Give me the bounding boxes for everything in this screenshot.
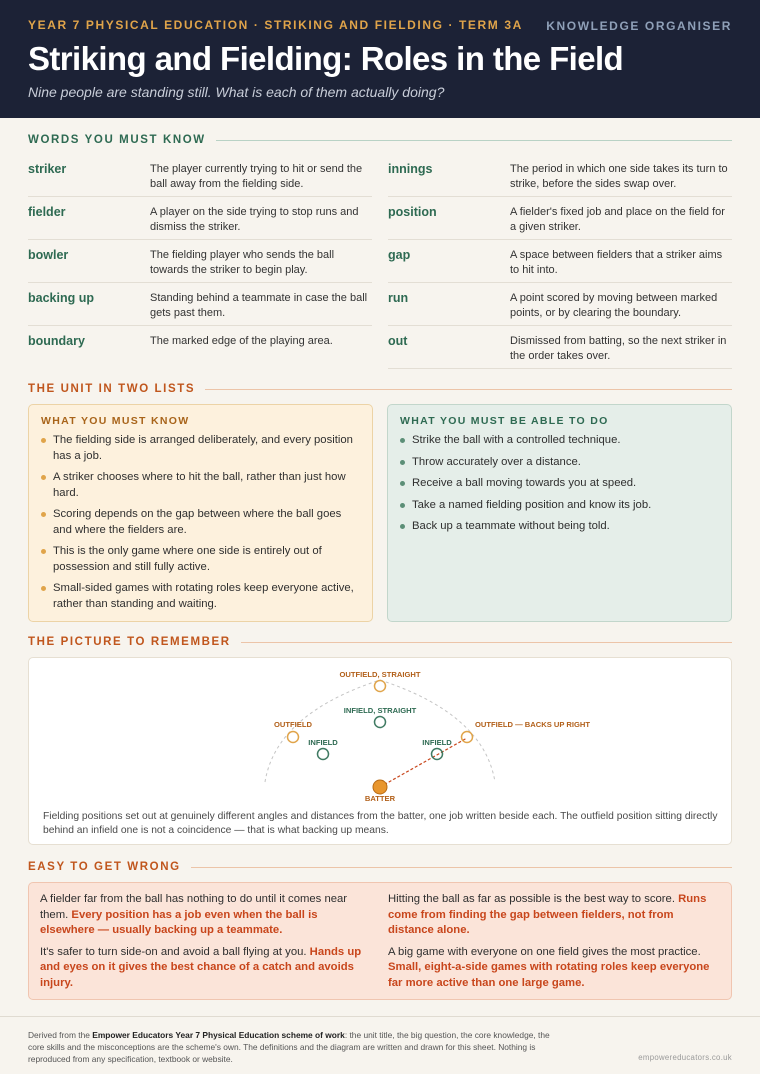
misconceptions-box xyxy=(28,882,732,1000)
picture-rule xyxy=(241,642,732,643)
misconception-item xyxy=(40,892,370,939)
infield-right-marker xyxy=(432,749,443,760)
infield-straight-marker xyxy=(375,717,386,728)
page-title: Striking and Fielding: Roles in the Field xyxy=(28,40,624,77)
glossary-row xyxy=(388,326,732,369)
footer xyxy=(0,1016,760,1074)
glossary-definition: The fielding player who sends the ball towards the striker to begin play. xyxy=(150,249,335,276)
glossary-row xyxy=(28,326,372,369)
misconception-claim: Hitting the ball as far as possible is the best way to score. xyxy=(388,893,675,905)
list-item: This is the only game where one side is entirely out of possession and still fully active. xyxy=(41,544,360,575)
unit-heading xyxy=(28,383,732,395)
list-item: The fielding side is arranged deliberately, and every position has a job. xyxy=(41,433,360,464)
footer-text xyxy=(28,1029,568,1065)
know-list xyxy=(41,433,360,612)
glossary-term: bowler xyxy=(28,248,69,262)
infield-right-label: INFIELD xyxy=(422,738,452,747)
glossary-definition: The period in which one side takes its turn to strike, before the sides swap over. xyxy=(510,163,728,190)
outfield-left-marker xyxy=(288,732,299,743)
glossary-definition: The marked edge of the playing area. xyxy=(150,335,333,347)
outfield-left-label: OUTFIELD xyxy=(274,720,312,729)
batter-marker xyxy=(373,780,387,794)
header-kicker: YEAR 7 PHYSICAL EDUCATION · STRIKING AND FIELDING · TERM 3A xyxy=(28,18,523,32)
header-label: KNOWLEDGE ORGANISER xyxy=(546,19,732,33)
list-item: Scoring depends on the gap between where the ball goes and where the fielders are. xyxy=(41,507,360,538)
list-item: Back up a teammate without being told. xyxy=(400,519,719,535)
fielding-diagram xyxy=(28,657,732,845)
picture-title: THE PICTURE TO REMEMBER xyxy=(28,636,231,648)
do-box xyxy=(387,404,732,622)
footer-source: Empower Educators Year 7 Physical Education scheme of work xyxy=(92,1030,345,1040)
list-item: A striker chooses where to hit the ball, rather than just how hard. xyxy=(41,470,360,501)
glossary-term: gap xyxy=(388,248,411,262)
glossary-term: boundary xyxy=(28,334,85,348)
glossary-row xyxy=(388,197,732,240)
wrong-rule xyxy=(191,867,732,868)
list-item: Receive a ball moving towards you at speed. xyxy=(400,476,719,492)
unit-title: THE UNIT IN TWO LISTS xyxy=(28,383,196,395)
glossary-term: position xyxy=(388,205,437,219)
picture-heading xyxy=(28,636,732,648)
glossary-definition: A space between fielders that a striker aims to hit into. xyxy=(510,249,723,276)
infield-left-label: INFIELD xyxy=(308,738,338,747)
glossary-definition: Dismissed from batting, so the next striker in the order takes over. xyxy=(510,335,727,362)
glossary-row xyxy=(28,240,372,283)
glossary-rule xyxy=(216,140,732,141)
glossary xyxy=(28,154,732,368)
list-item: Throw accurately over a distance. xyxy=(400,455,719,471)
misconception-item xyxy=(388,945,718,992)
glossary-term: striker xyxy=(28,162,67,176)
misconception-claim: A fielder far from the ball has nothing to do until it comes near them. xyxy=(40,893,348,921)
misconception-item xyxy=(40,945,370,992)
glossary-definition: Standing behind a teammate in case the ball gets past them. xyxy=(150,292,368,319)
know-box xyxy=(28,404,373,622)
misconception-fix: Every position has a job even when the ball is elsewhere — usually backing up a teammate. xyxy=(40,908,318,936)
misconception-fix: Small, eight-a-side games with rotating roles keep everyone far more active than one large game. xyxy=(388,961,710,989)
misconception-claim: A big game with everyone on one field gives the most practice. xyxy=(388,945,701,958)
glossary-term: run xyxy=(388,291,409,305)
glossary-term: out xyxy=(388,334,408,348)
glossary-row xyxy=(28,197,372,240)
do-title: WHAT YOU MUST BE ABLE TO DO xyxy=(400,415,609,427)
glossary-term: innings xyxy=(388,162,433,176)
glossary-row xyxy=(28,283,372,326)
footer-pre: Derived from the xyxy=(28,1030,93,1040)
misconceptions-right xyxy=(388,892,718,997)
misconception-claim: It's safer to turn side-on and avoid a ball flying at you. xyxy=(40,945,307,958)
outfield-right-label: OUTFIELD — BACKS UP RIGHT xyxy=(475,720,591,729)
misconception-fix: Hands up and eyes on it gives the best chance of a catch and avoids injury. xyxy=(40,945,362,989)
list-item: Small-sided games with rotating roles keep everyone active, rather than standing and waiting. xyxy=(41,581,360,612)
misconceptions-left xyxy=(40,892,370,997)
header xyxy=(0,0,760,118)
glossary-definition: A player on the side trying to stop runs and dismiss the striker. xyxy=(150,206,359,233)
diagram-caption: Fielding positions set out at genuinely different angles and distances from the batter, one job written beside each. The outfield position sitting directly behind an infield one is not a coincidence — that is what backing up means. xyxy=(43,811,718,836)
glossary-column-left xyxy=(28,154,372,369)
glossary-row xyxy=(28,154,372,197)
glossary-definition: The player currently trying to hit or send the ball away from the fielding side. xyxy=(150,163,363,190)
glossary-heading xyxy=(28,134,732,146)
glossary-definition: A fielder's fixed job and place on the field for a given striker. xyxy=(510,206,725,233)
misconception-fix: Runs come from finding the gap between fielders, not from distance alone. xyxy=(388,893,707,936)
wrong-title: EASY TO GET WRONG xyxy=(28,861,181,873)
glossary-column-right xyxy=(388,154,732,369)
list-item: Take a named fielding position and know its job. xyxy=(400,498,719,514)
glossary-row xyxy=(388,154,732,197)
glossary-term: backing up xyxy=(28,291,94,305)
footer-post: : the unit title, the big question, the core knowledge, the core skills and the misconceptions are the scheme's own. The definitions and the diagram are written and drawn for this sheet. Nothing is reproduced from any specification, textbook or website. xyxy=(28,1030,550,1064)
do-list xyxy=(400,433,719,535)
outfield-straight-label: OUTFIELD, STRAIGHT xyxy=(339,670,421,679)
infield-straight-label: INFIELD, STRAIGHT xyxy=(343,706,417,715)
footer-site: empowereducators.co.uk xyxy=(638,1053,732,1062)
infield-left-marker xyxy=(318,749,329,760)
outfield-right-marker xyxy=(462,732,473,743)
glossary-title: WORDS YOU MUST KNOW xyxy=(28,134,206,146)
unit-rule xyxy=(205,389,732,390)
glossary-term: fielder xyxy=(28,205,66,219)
glossary-definition: A point scored by moving between marked points, or by clearing the boundary. xyxy=(510,292,718,319)
boundary-arc xyxy=(265,680,495,782)
know-title: WHAT YOU MUST KNOW xyxy=(41,415,190,427)
glossary-row xyxy=(388,283,732,326)
list-item: Strike the ball with a controlled technique. xyxy=(400,433,719,449)
page-subtitle: Nine people are standing still. What is each of them actually doing? xyxy=(28,84,445,100)
wrong-heading xyxy=(28,861,732,873)
outfield-straight-marker xyxy=(375,681,386,692)
batter-label: BATTER xyxy=(364,794,396,803)
misconception-item xyxy=(388,892,718,939)
glossary-row xyxy=(388,240,732,283)
